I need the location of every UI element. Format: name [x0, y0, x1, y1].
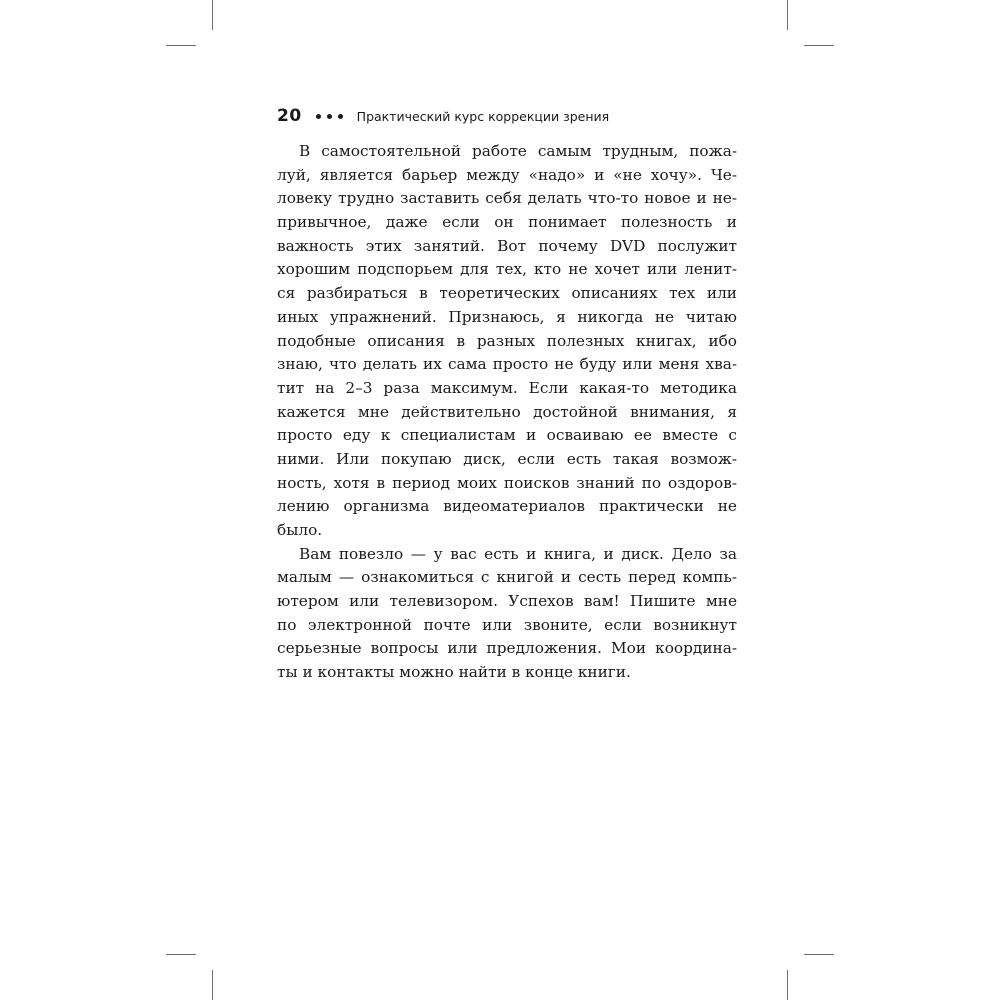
text-line: знаю, что делать их сама просто не буду или меня хва- — [277, 355, 737, 374]
crop-mark-bottom-left — [212, 970, 213, 1000]
text-line: иных упражнений. Признаюсь, я никогда не читаю — [277, 307, 737, 326]
paragraph-1 — [277, 140, 737, 543]
running-head — [277, 104, 609, 128]
text-line: кажется мне действительно достойной внимания, я — [277, 402, 737, 421]
body-text — [277, 140, 737, 685]
text-line: ся разбираться в теоретических описаниях тех или — [277, 284, 737, 303]
text-line: важность этих занятий. Вот почему DVD послужит — [277, 236, 737, 255]
crop-mark-left-top — [166, 45, 196, 46]
text-line: В самостоятельной работе самым трудным, пожа- — [299, 142, 737, 160]
text-line: подобные описания в разных полезных книгах, ибо — [277, 331, 737, 350]
crop-mark-top-left — [212, 0, 213, 30]
text-line: ность, хотя в период моих поисков знаний по оздоров- — [277, 473, 737, 492]
text-line: просто еду к специалистам и осваиваю ее вместе с — [277, 426, 737, 445]
text-line: привычное, даже если он понимает полезность и — [277, 213, 737, 232]
paragraph-2 — [277, 543, 737, 685]
crop-mark-top-right — [787, 0, 788, 30]
crop-mark-left-bottom — [166, 954, 196, 955]
crop-mark-bottom-right — [787, 970, 788, 1000]
text-line: было. — [277, 521, 323, 539]
text-line: лению организма видеоматериалов практически не — [277, 497, 737, 516]
book-title: Практический курс коррекции зрения — [356, 108, 610, 124]
text-line: хорошим подспорьем для тех, кто не хочет или ленит- — [277, 260, 737, 279]
text-line: ловеку трудно заставить себя делать что-то новое и не- — [277, 189, 737, 208]
text-line: Вам повезло — у вас есть и книга, и диск. Дело за — [299, 544, 737, 563]
text-line: ними. Или покупаю диск, если есть такая возмож- — [277, 449, 737, 468]
crop-mark-right-bottom — [804, 954, 834, 955]
text-line: по электронной почте или звоните, если возникнут — [277, 615, 737, 634]
page-number: 20 — [277, 106, 302, 126]
separator-dots-icon — [316, 114, 349, 119]
text-line: малым — ознакомиться с книгой и сесть перед компь- — [277, 568, 737, 587]
text-line: ютером или телевизором. Успехов вам! Пишите мне — [277, 592, 737, 611]
text-line: ты и контакты можно найти в конце книги. — [277, 663, 631, 682]
crop-mark-right-top — [804, 45, 834, 46]
text-line: тит на 2–3 раза максимум. Если какая-то методика — [277, 378, 737, 397]
text-line: серьезные вопросы или предложения. Мои координа- — [277, 639, 737, 658]
text-line: луй, является барьер между «надо» и «не хочу». Че- — [277, 165, 737, 184]
